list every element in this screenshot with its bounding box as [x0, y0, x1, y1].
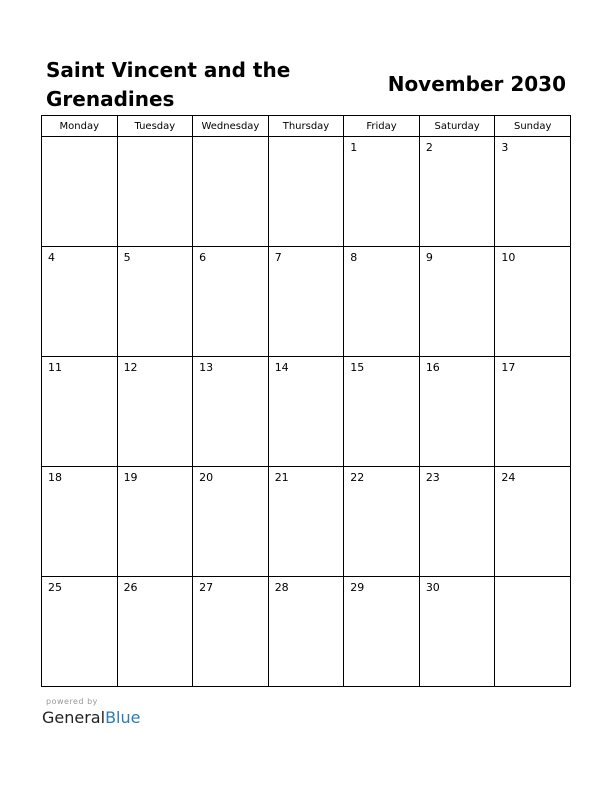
day-number: 12 — [123, 361, 138, 374]
day-number: 20 — [199, 471, 214, 484]
weekday-tuesday: Tuesday — [117, 116, 193, 137]
day-cell — [193, 137, 269, 247]
weekday-wednesday: Wednesday — [193, 116, 269, 137]
day-number: 16 — [425, 361, 440, 374]
week-row — [42, 137, 571, 247]
day-cell — [344, 357, 420, 467]
month-year-title: November 2030 — [387, 72, 566, 96]
day-number: 23 — [425, 471, 440, 484]
day-number: 26 — [123, 581, 138, 594]
brand-name-blue: Blue — [105, 708, 141, 727]
day-cell — [495, 357, 571, 467]
day-number — [42, 137, 117, 141]
day-number: 30 — [425, 581, 440, 594]
day-cell — [42, 247, 118, 357]
day-cell — [495, 247, 571, 357]
day-cell — [419, 247, 495, 357]
day-cell — [117, 247, 193, 357]
day-cell — [419, 357, 495, 467]
calendar-grid — [41, 115, 571, 687]
day-number: 27 — [199, 581, 214, 594]
day-number: 7 — [274, 251, 282, 264]
day-cell — [419, 467, 495, 577]
day-cell — [419, 577, 495, 687]
day-number: 22 — [350, 471, 365, 484]
day-cell — [344, 577, 420, 687]
day-cell — [419, 137, 495, 247]
day-number: 4 — [48, 251, 55, 264]
week-row — [42, 467, 571, 577]
day-cell — [42, 357, 118, 467]
weekday-thursday: Thursday — [268, 116, 344, 137]
brand-name-general: General — [42, 708, 106, 727]
weekday-monday: Monday — [42, 116, 118, 137]
day-cell — [268, 247, 344, 357]
day-cell — [268, 467, 344, 577]
day-number: 15 — [350, 361, 365, 374]
day-cell — [117, 467, 193, 577]
day-number: 24 — [501, 471, 516, 484]
day-cell — [495, 137, 571, 247]
day-cell — [42, 467, 118, 577]
country-title: Saint Vincent and the Grenadines — [46, 58, 291, 111]
day-cell — [268, 137, 344, 247]
brand-logo[interactable] — [42, 708, 140, 727]
day-number: 9 — [425, 251, 433, 264]
day-cell — [495, 467, 571, 577]
day-cell — [193, 357, 269, 467]
day-number: 25 — [48, 581, 62, 594]
day-cell — [495, 577, 571, 687]
day-number: 5 — [123, 251, 131, 264]
day-number: 6 — [199, 251, 207, 264]
day-cell — [42, 137, 118, 247]
day-cell — [117, 137, 193, 247]
day-number — [118, 137, 193, 141]
day-number: 11 — [48, 361, 62, 374]
day-number: 18 — [48, 471, 62, 484]
day-number: 19 — [123, 471, 138, 484]
week-row — [42, 357, 571, 467]
day-cell — [344, 247, 420, 357]
week-row — [42, 247, 571, 357]
day-number — [495, 577, 570, 581]
day-cell — [268, 577, 344, 687]
day-number: 14 — [274, 361, 289, 374]
day-cell — [344, 467, 420, 577]
day-number: 10 — [501, 251, 516, 264]
powered-by-label: powered by — [46, 697, 98, 706]
day-number: 29 — [350, 581, 365, 594]
weekday-friday: Friday — [344, 116, 420, 137]
day-cell — [193, 467, 269, 577]
weekday-saturday: Saturday — [419, 116, 495, 137]
day-number: 1 — [350, 141, 358, 154]
day-cell — [268, 357, 344, 467]
day-cell — [117, 577, 193, 687]
day-cell — [344, 137, 420, 247]
day-number: 3 — [501, 141, 509, 154]
day-number: 28 — [274, 581, 289, 594]
day-number — [269, 137, 344, 141]
day-cell — [117, 357, 193, 467]
weekday-sunday: Sunday — [495, 116, 571, 137]
day-number: 13 — [199, 361, 214, 374]
day-number: 8 — [350, 251, 358, 264]
day-number: 17 — [501, 361, 516, 374]
day-number: 2 — [425, 141, 433, 154]
week-row — [42, 577, 571, 687]
day-cell — [193, 247, 269, 357]
day-number — [193, 137, 268, 141]
day-cell — [42, 577, 118, 687]
day-cell — [193, 577, 269, 687]
weekday-header-row — [42, 116, 571, 137]
day-number: 21 — [274, 471, 289, 484]
